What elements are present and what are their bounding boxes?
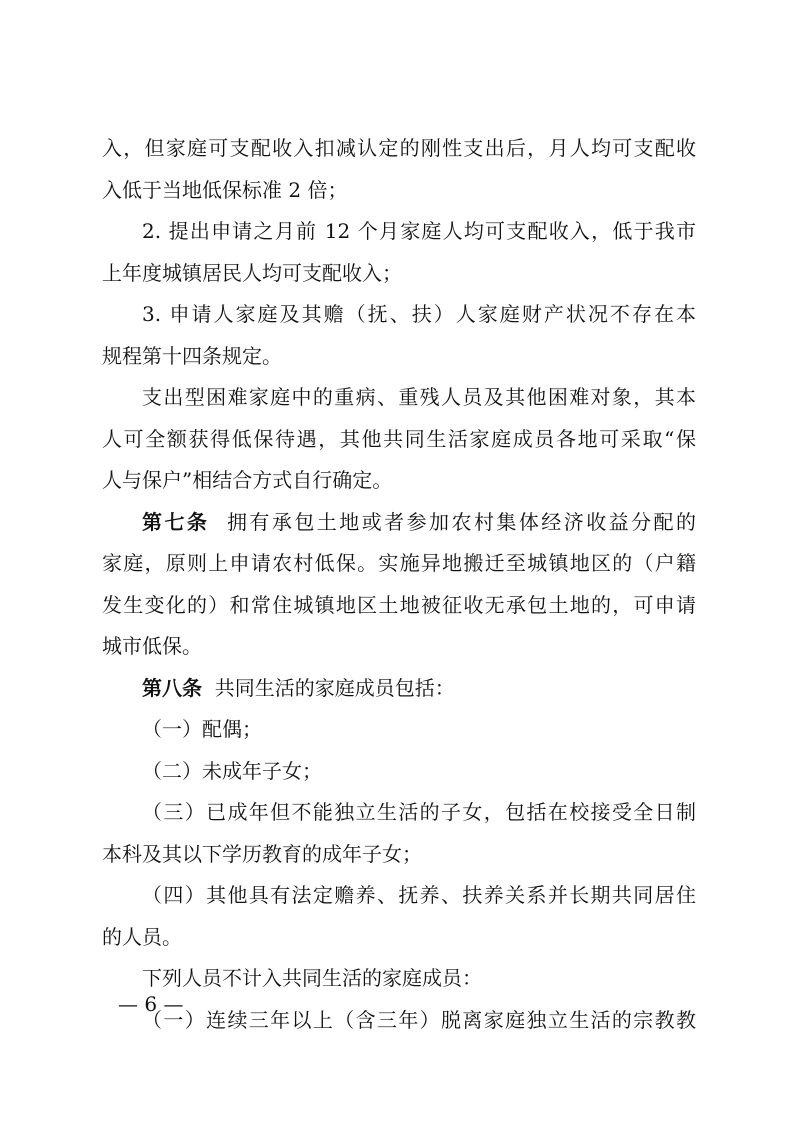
text-line: 城市低保。: [102, 634, 202, 658]
list-item: （一）配偶；: [142, 717, 262, 741]
text-line: 人可全额获得低保待遇，其他共同生活家庭成员各地可采取“保: [102, 426, 696, 451]
list-item: （三）已成年但不能独立生活的子女，包括在校接受全日制: [142, 800, 696, 824]
article-seven-heading: 第七条: [142, 509, 210, 534]
text-line: 入，但家庭可支配收入扣减认定的刚性支出后，月人均可支配收: [102, 136, 696, 160]
text-line: 本科及其以下学历教育的成年子女；: [102, 841, 422, 866]
text-line: 下列人员不计入共同生活的家庭成员：: [142, 966, 482, 990]
text-line: 上年度城镇居民人均可支配收入；: [102, 260, 402, 285]
list-item: （四）其他具有法定赡养、抚养、扶养关系并长期共同居住: [142, 883, 696, 907]
text-line: 2. 提出申请之月前 12 个月家庭人均可支配收入，低于我市: [142, 219, 696, 243]
article-seven-text: 拥有承包土地或者参加农村集体经济收益分配的: [226, 509, 696, 534]
document-body: [102, 128, 696, 1041]
text-line: 家庭，原则上申请农村低保。实施异地搬迁至城镇地区的（户籍: [102, 551, 696, 575]
text-line: 人与保户”相结合方式自行确定。: [102, 468, 393, 492]
text-line: 的人员。: [102, 924, 182, 949]
article-eight-text: 共同生活的家庭成员包括：: [214, 675, 455, 700]
list-item: （一）连续三年以上（含三年）脱离家庭独立生活的宗教教: [142, 1007, 696, 1032]
text-line: 支出型困难家庭中的重病、重残人员及其他困难对象，其本: [142, 385, 696, 409]
article-seven-line: [102, 502, 696, 544]
list-item: （二）未成年子女；: [142, 758, 322, 783]
article-eight-line: [102, 668, 696, 710]
text-line: 发生变化的）和常住城镇地区土地被征收无承包土地的，可申请: [102, 592, 696, 617]
article-eight-heading: 第八条: [142, 675, 202, 700]
text-line: 入低于当地低保标准 2 倍；: [102, 177, 348, 202]
page-number: — 6 —: [118, 992, 184, 1016]
text-line: 规程第十四条规定。: [102, 343, 282, 368]
text-line: 3. 申请人家庭及其赡（抚、扶）人家庭财产状况不存在本: [142, 302, 696, 326]
